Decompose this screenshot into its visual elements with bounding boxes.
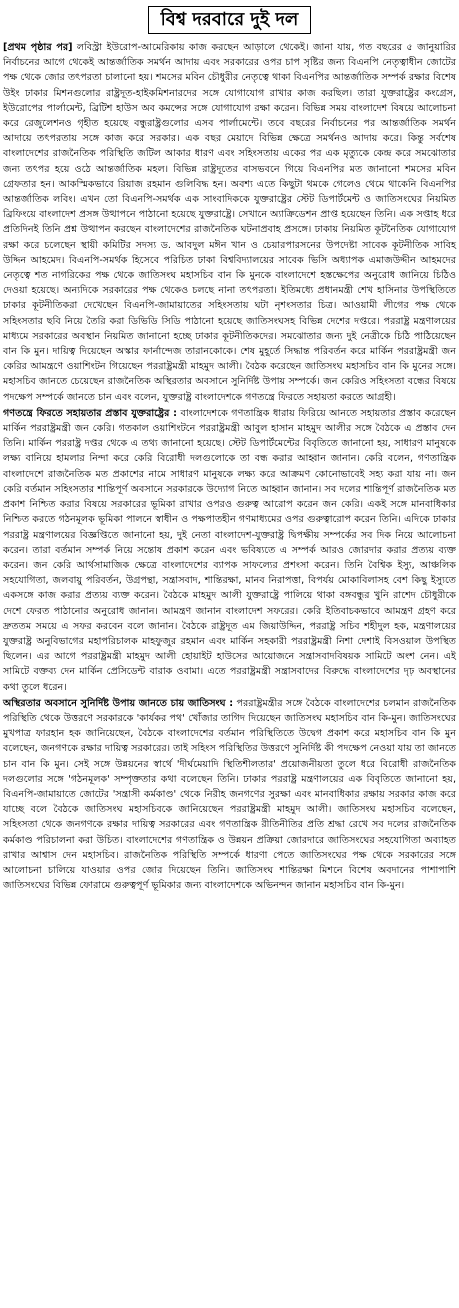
article-section-us-proposal (3, 406, 456, 695)
article-section-un (3, 696, 456, 894)
headline: বিশ্ব দরবারে দুই দল (148, 6, 312, 34)
section-text: লবিস্ট্রা ইউরোপ-আমেরিকায় কাজ করছেন আড়ালে থেকেই। জানা যায়, গত বছরের ৫ জানুয়ারির নির্বাচনের আগে থেকেই আন্তর্জাতিক সমর্থন আদায় এবং সরকারের ওপর চাপ সৃষ্টির জন্য বিএনপি নেতৃত্বাধীন জোটের পক্ষ থেকে জোর তৎপরতা চালানো হয়। শমসের মবিন চৌধুরীর নেতৃত্বে থাকা বিএনপির আন্তর্জাতিক সম্পর্ক রক্ষার বিশেষ উইং ঢাকার মিশনগুলোর রাষ্ট্রদূত-হাইকমিশনারদের সঙ্গে যোগাযোগ রাখার কাজ করছিল। তারা যুক্তরাষ্ট্রের কংগ্রেস, ইউরোপের পার্লামেন্ট, ব্রিটিশ হাউস অব কমন্সের সঙ্গে যোগাযোগ রক্ষা করেন। বিভিন্ন সময় বাংলাদেশ বিষয়ে আলোচনা করে রেজুলেশনও গৃহীত হয়েছে বন্ধুরাষ্ট্রগুলোর এসব পার্লামেন্টে। তবে বছরের নির্বাচনের পর আন্তর্জাতিক সমর্থন আদায়ে তৎপরতায় সঙ্গে কাজ করে সরকার। এক বছর মেয়াদে বিভিন্ন ক্ষেত্রে সমর্থনও আদায় করে। কিন্তু সর্বশেষ বাংলাদেশের রাজনৈতিক পরিস্থিতি জটিল আকার ধারণ এবং সহিংসতায় একের পর এক মৃত্যুকে কেন্দ্র করে সমঝোতার জন্য তৎপর হয়ে ওঠে আন্তর্জাতিক মহল। বিভিন্ন রাষ্ট্রদূতের বাসভবনে গিয়ে বিএনপির মত জানানো শমসের মবিন গ্রেফতার হন। আকস্মিকভাবে রিয়াজ রহমান গুলিবিদ্ধ হন। অবশ্য এতে কিছুটা থমকে গেলেও থেমে থাকেনি বিএনপির আন্তর্জাতিক লবিং। এখন তো বিএনপি-সমর্থক এক সাংবাদিককে যুক্তরাষ্ট্রের স্টেট ডিপার্টমেন্ট ও জাতিসংঘের নিয়মিত ব্রিফিংয়ে বাংলাদেশ প্রসঙ্গ উত্থাপনে পাঠানো হয়েছে যুক্তরাষ্ট্রে। সেখানে অ্যাক্রিডেশন প্রাপ্ত হয়েছেন তিনি। এক সপ্তাহ ধরে প্রতিদিনই তিনি প্রশ্ন উত্থাপন করছেন বাংলাদেশের রাজনৈতিক ঘটনাপ্রবাহ প্রসঙ্গে। ঢাকায় নিয়মিত কূটনৈতিক যোগাযোগ রক্ষা করে চলেছেন স্থায়ী কমিটির সদস্য ড. আবদুল মঈন খান ও চেয়ারপারসনের উপদেষ্টা সাবেক কূটনীতিক সাবিহ উদ্দিন আহমেদ। বিএনপি-সমর্থক হিসেবে পরিচিত ঢাকা বিশ্ববিদ্যালয়ের সাবেক ভিসি অধ্যাপক এমাজউদ্দীন আহমদের নেতৃত্বে শত নাগরিকের পক্ষ থেকে জাতিসংঘ মহাসচিব বান কি মুনকে বাংলাদেশে হস্তক্ষেপের অনুরোধ জানিয়ে চিঠিও দেওয়া হয়েছে। অন্যদিকে সরকারের পক্ষ থেকেও চলছে নানা তৎপরতা। ইতিমধ্যে প্রধানমন্ত্রী শেখ হাসিনার উপস্থিতিতে ঢাকার কূটনীতিকরা দেখেছেন বিএনপি-জামায়াতের সহিংসতায় ঘটা নৃশংসতার চিত্র। আওয়ামী লীগের পক্ষ থেকে সহিংসতার ছবি নিয়ে তৈরি করা ডিভিডি সিডি পাঠানো হয়েছে জাতিসংঘসহ বিভিন্ন দেশের দপ্তরে। পররাষ্ট্র মন্ত্রণালয়ের মাধ্যমে সরকারের অবস্থান নিয়মিত জানানো হচ্ছে ঢাকার কূটনীতিকদের। সমঝোতার জন্য দুই নেত্রীকে চিঠি পাঠিয়েছেন বান কি মুন। দায়িত্ব দিয়েছেন অস্কার ফার্নান্দেজ তারানকোকে। শেষ মুহূর্তে সিদ্ধান্ত পরিবর্তন করে মার্কিন পররাষ্ট্রমন্ত্রী জন কেরির আমন্ত্রণে ওয়াশিংটন গিয়েছেন পররাষ্ট্রমন্ত্রী মাহমুদ আলী। বৈঠক করেছেন জাতিসংঘ মহাসচিব বান কি মুনের সঙ্গে। মহাসচিব জানতে চেয়েছেন রাজনৈতিক অস্থিরতার অবসানে সুনির্দিষ্ট উপায় সম্পর্কে। জন কেরিও সহিংসতা বন্ধের বিষয়ে পদক্ষেপ সম্পর্কে জানতে চান এবং বলেন, যুক্তরাষ্ট্র বাংলাদেশকে গণতন্ত্রে ফিরতে সহায়তা করতে আগ্রহী। (3, 42, 457, 403)
section-text: বাংলাদেশকে গণতান্ত্রিক ধারায় ফিরিয়ে আনতে সহায়তার প্রস্তাব করেছেন মার্কিন পররাষ্ট্রমন্ত্রী জন কেরি। গতকাল ওয়াশিংটনে পররাষ্ট্রমন্ত্রী আবুল হাসান মাহমুদ আলীর সঙ্গে বৈঠকে এ প্রস্তাব দেন তিনি। মার্কিন পররাষ্ট্র দপ্তর থেকে এ তথ্য জানানো হয়েছে। স্টেট ডিপার্টমেন্টের বিবৃতিতে জানানো হয়, সাধারণ মানুষকে লক্ষ্য বানিয়ে হামলার নিন্দা করে কেরি বিরোধী দলগুলোকে তা বন্ধ করার আহ্বান জানান। কেরি বলেন, গণতান্ত্রিক বাংলাদেশে রাজনৈতিক মত প্রকাশের নামে সাধারণ মানুষকে লক্ষ্য করে আক্রমণ কোনোভাবেই সহ্য করা যায় না। জন কেরি বর্তমান সহিংসতার শান্তিপূর্ণ অবসানে সরকারকে উদ্যোগ নিতে আহ্বান জানান। সব দলের শান্তিপূর্ণ রাজনৈতিক মত প্রকাশ নিশ্চিত করার বিষয়ে সরকারের ভূমিকা রাখার ওপরও গুরুত্ব আরোপ করেন জন কেরি। একই সঙ্গে মানবাধিকার নিশ্চিত করতে গঠনমূলক ভূমিকা পালনে স্বাধীন ও পক্ষপাতহীন গণমাধ্যমের ওপর গুরুত্বারোপ করেন তিনি। এদিকে ঢাকার পররাষ্ট্র মন্ত্রণালয়ের বিজ্ঞপ্তিতে জানানো হয়, দুই নেতা বাংলাদেশ-যুক্তরাষ্ট্র দ্বিপক্ষীয় সম্পর্কের সব দিক নিয়ে আলোচনা করেন। তারা বর্তমান সম্পর্ক নিয়ে সন্তোষ প্রকাশ করেন এবং ভবিষ্যতে এ সম্পর্ক আরও জোরদার করার প্রত্যয় ব্যক্ত করেন। জন কেরি আর্থসামাজিক ক্ষেত্রে বাংলাদেশের ব্যাপক সাফল্যের প্রশংসা করেন। তিনি বৈশ্বিক ইস্যু, আঞ্চলিক সহযোগিতা, জলবায়ু পরিবর্তন, উগ্রপন্থা, সন্ত্রাসবাদ, শান্তিরক্ষা, মানব নিরাপত্তা, বিপর্যয় মোকাবিলাসহ বেশ কিছু ইস্যুতে একসঙ্গে কাজ করার প্রত্যয় ব্যক্ত করেন। বৈঠকে মাহমুদ আলী যুক্তরাষ্ট্রে পালিয়ে থাকা বঙ্গবন্ধুর খুনি রাশেদ চৌধুরীকে দেশে ফেরত পাঠানোর অনুরোধ জানান। আমন্ত্রণ জানান বাংলাদেশ সফরের। কেরি ইতিবাচকভাবে আমন্ত্রণ গ্রহণ করে দ্রুততম সময়ে এ সফর করবেন বলে জানান। বৈঠকে রাষ্ট্রদূত এম জিয়াউদ্দিন, পররাষ্ট্র সচিব শহীদুল হক, মন্ত্রণালয়ের যুক্তরাষ্ট্র অনুবিভাগের মহাপরিচালক মাহফুজুর রহমান এবং মার্কিন সহকারী পররাষ্ট্রমন্ত্রী নিশা দেশাই বিসওয়াল উপস্থিত ছিলেন। এর আগে পররাষ্ট্রমন্ত্রী মাহমুদ আলী হোয়াইট হাউসের আয়োজনে সন্ত্রাসবাদবিষয়ক সামিটে অংশ নেন। এই সামিটে বক্তব্য দেন মার্কিন প্রেসিডেন্ট বারাক ওবামা। এতে পররাষ্ট্রমন্ত্রী সন্ত্রাসবাদের বিরুদ্ধে বাংলাদেশের দৃঢ় অবস্থানের কথা তুলে ধরেন। (3, 407, 456, 693)
article-body (3, 40, 456, 893)
subheading-us-proposal: গণতন্ত্রে ফিরতে সহায়তার প্রস্তাব যুক্তরাষ্ট্রের : (3, 407, 177, 419)
article-section-intro (3, 40, 456, 405)
headline-area (3, 0, 456, 40)
continuation-marker: [প্রথম পৃষ্ঠার পর] (3, 42, 73, 53)
section-text: পররাষ্ট্রমন্ত্রীর সঙ্গে বৈঠকে বাংলাদেশের চলমান রাজনৈতিক পরিস্থিতি থেকে উত্তরণে সরকারকে 'কার্যকর পথ' খোঁজার তাগিদ দিয়েছেন জাতিসংঘ মহাসচিব বান কি-মুন। জাতিসংঘের মুখপাত্র ফারহান হক জানিয়েছেন, বৈঠকে বাংলাদেশের বর্তমান পরিস্থিতিতে উদ্বেগ প্রকাশ করে মহাসচিব বান কি মুন বলেছেন, জনগণকে রক্ষার দায়িত্ব সরকারের। তাই সহিংস পরিস্থিতির উত্তরণে সুনির্দিষ্ট কী পদক্ষেপ নেওয়া যায় তা জানতে চান বান কি মুন। সেই সঙ্গে উন্নয়নের স্বার্থে 'দীর্ঘমেয়াদি স্থিতিশীলতার' প্রয়োজনীয়তা তুলে ধরে বিরোধী রাজনৈতিক দলগুলোর সঙ্গে 'গঠনমূলক' সম্পৃক্ততার কথা বলেছেন তিনি। ঢাকার পররাষ্ট্র মন্ত্রণালয়ের এক বিবৃতিতে জানানো হয়, বিএনপি-জামায়াতে জোটের 'সন্ত্রাসী কর্মকাণ্ড' থেকে নিরীহ জনগণের সুরক্ষা এবং মানবাধিকার রক্ষায় সরকার কাজ করে যাচ্ছে বলে বৈঠকে জাতিসংঘ মহাসচিবকে জানিয়েছেন পররাষ্ট্রমন্ত্রী মাহমুদ আলী। জাতিসংঘ মহাসচিব বলেছেন, সহিংসতা থেকে জনগণকে রক্ষার দায়িত্ব সরকারের এবং গণতান্ত্রিক রীতিনীতির প্রতি শ্রদ্ধা রেখে সব দলের রাজনৈতিক কর্মকাণ্ড পরিচালনা করা উচিত। বাংলাদেশের গণতান্ত্রিক ও উন্নয়ন প্রক্রিয়া জোরদারে জাতিসংঘের সহযোগিতা অব্যাহত রাখার আশ্বাস দেন মহাসচিব। রাজনৈতিক পরিস্থিতি সম্পর্কে ধারণা পেতে জাতিসংঘের পক্ষ থেকে সরকারের সঙ্গে আলোচনা চালিয়ে যাওয়ার ওপর জোর দিয়েছেন তিনি। জাতিসংঘ শান্তিরক্ষা মিশনে বিশেষ অবদানের পাশাপাশি জাতিসংঘের বিভিন্ন ফোরামে গুরুত্বপূর্ণ ভূমিকার জন্য বাংলাদেশকে অভিনন্দন জানান মহাসচিব বান কি-মুন। (3, 697, 456, 892)
subheading-un: অস্থিরতার অবসানে সুনির্দিষ্ট উপায় জানতে চায় জাতিসংঘ : (3, 697, 234, 709)
